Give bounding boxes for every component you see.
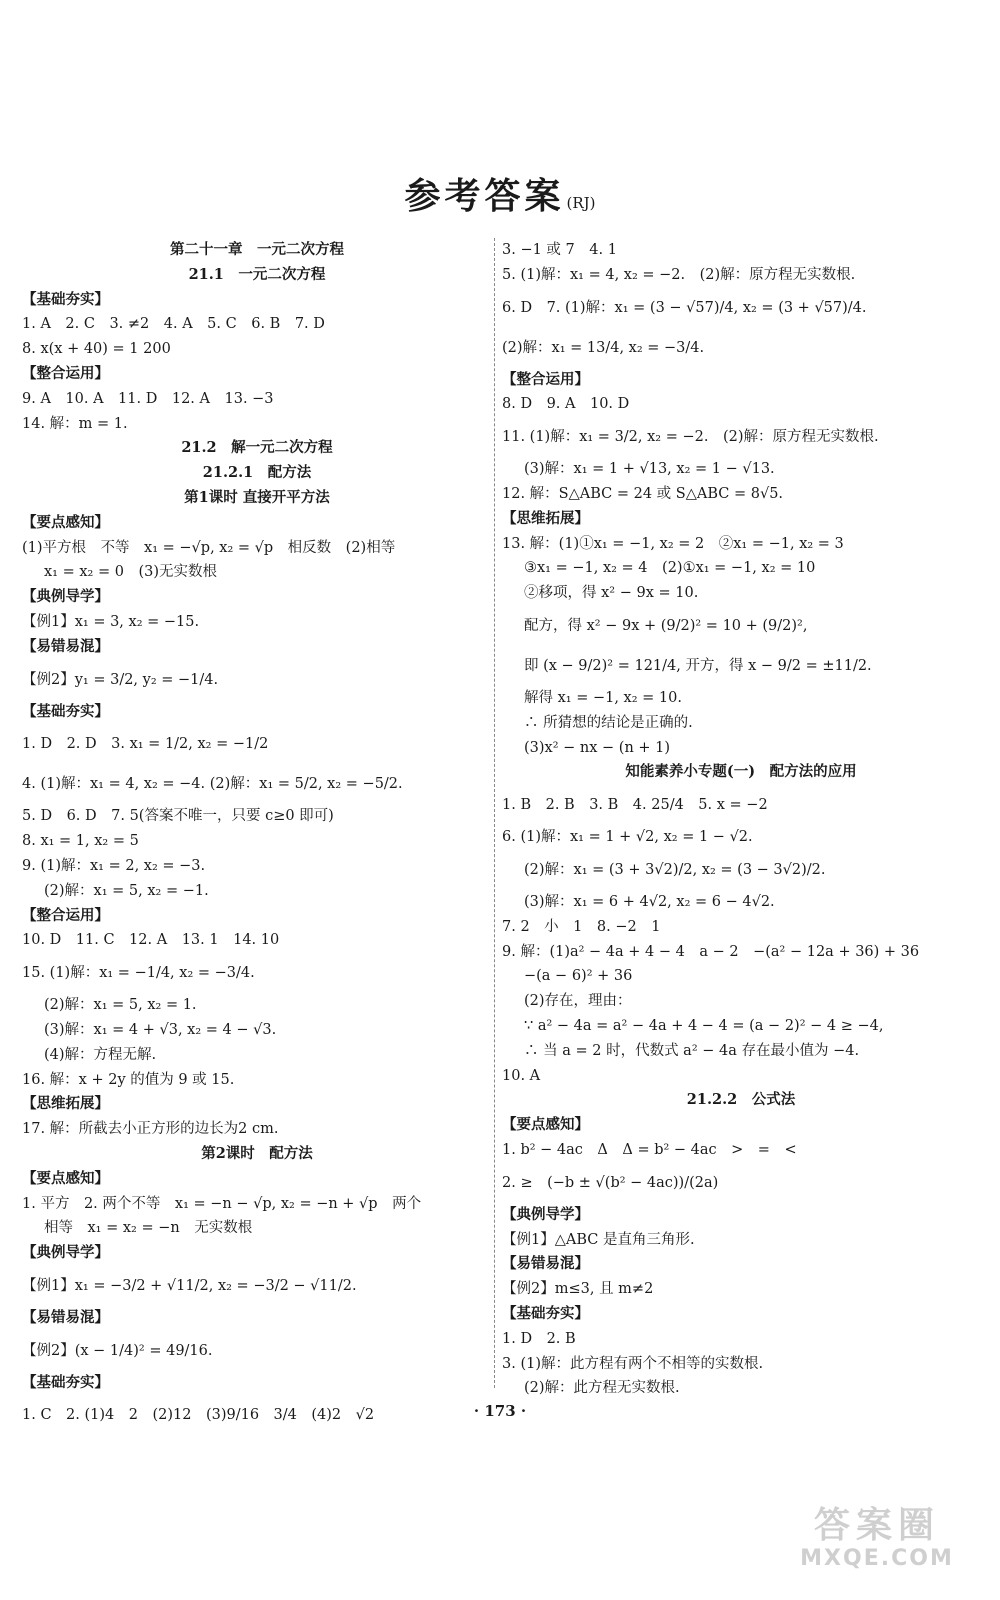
watermark-line1: 答案圈 bbox=[813, 1505, 940, 1546]
answer-line: (2)解：x₁ = 5, x₂ = 1. bbox=[44, 997, 197, 1014]
answer-line: −(a − 6)² + 36 bbox=[524, 968, 633, 985]
answer-line: 16. 解：x + 2y 的值为 9 或 15. bbox=[22, 1071, 235, 1088]
answer-line: 1. D 2. D 3. x₁ = 1/2, x₂ = −1/2 bbox=[22, 736, 269, 753]
answer-line: 【例1】△ABC 是直角三角形. bbox=[502, 1231, 695, 1248]
answer-line: ③x₁ = −1, x₂ = 4 (2)①x₁ = −1, x₂ = 10 bbox=[524, 560, 816, 577]
answer-line: ∴ 当 a = 2 时，代数式 a² − 4a 存在最小值为 −4. bbox=[524, 1042, 860, 1059]
answer-line: (3)x² − nx − (n + 1) bbox=[524, 739, 671, 756]
answer-line: 即 (x − 9/2)² = 121/4, 开方，得 x − 9/2 = ±11/2. bbox=[524, 657, 872, 674]
watermark-logo bbox=[772, 1506, 982, 1576]
answer-line: ∴ 所猜想的结论是正确的. bbox=[524, 714, 693, 731]
answer-line: 【整合运用】 bbox=[502, 370, 589, 388]
answer-line: 【例1】x₁ = −3/2 + √11/2, x₂ = −3/2 − √11/2. bbox=[22, 1277, 357, 1294]
answer-line: 3. (1)解：此方程有两个不相等的实数根. bbox=[502, 1355, 764, 1372]
answer-line: 【基础夯实】 bbox=[22, 1373, 109, 1391]
answer-line: (1)平方根 不等 x₁ = −√p, x₂ = √p 相反数 (2)相等 bbox=[22, 539, 396, 556]
left-column bbox=[22, 238, 492, 1435]
answer-line: (3)解：x₁ = 4 + √3, x₂ = 4 − √3. bbox=[44, 1021, 277, 1038]
answer-line: 第2课时 配方法 bbox=[201, 1144, 313, 1162]
answer-line: 相等 x₁ = x₂ = −n 无实数根 bbox=[44, 1220, 253, 1237]
answer-line: 【思维拓展】 bbox=[502, 509, 589, 527]
answer-line: (2)存在，理由： bbox=[524, 993, 632, 1010]
answer-line: 【要点感知】 bbox=[502, 1116, 589, 1134]
answer-line: 9. 解：(1)a² − 4a + 4 − 4 a − 2 −(a² − 12a + 36) + 36 bbox=[502, 943, 920, 960]
answer-line: 【基础夯实】 bbox=[22, 290, 109, 308]
answer-line: 【典例导学】 bbox=[22, 588, 109, 606]
answer-line: 【基础夯实】 bbox=[22, 702, 109, 720]
right-column bbox=[502, 238, 980, 1401]
answer-line: 1. C 2. (1)4 2 (2)12 (3)9/16 3/4 (4)2 √2 bbox=[22, 1407, 375, 1424]
answer-line: (2)解：x₁ = 5, x₂ = −1. bbox=[44, 882, 209, 899]
answer-line: 3. −1 或 7 4. 1 bbox=[502, 242, 617, 258]
answer-line: 21.2 解一元二次方程 bbox=[181, 439, 333, 457]
answer-line: 【整合运用】 bbox=[22, 364, 109, 382]
answer-line: 【基础夯实】 bbox=[502, 1304, 589, 1322]
page-number: · 173 · bbox=[473, 1402, 527, 1420]
watermark-line2: MXQE.COM bbox=[800, 1546, 954, 1571]
answer-line: 8. x₁ = 1, x₂ = 5 bbox=[22, 833, 139, 850]
title-sub: (RJ) bbox=[566, 194, 596, 212]
page-title bbox=[0, 168, 1000, 219]
answer-line: 10. D 11. C 12. A 13. 1 14. 10 bbox=[22, 932, 280, 949]
answer-line: 【要点感知】 bbox=[22, 513, 109, 531]
answer-line: 21.2.2 公式法 bbox=[686, 1091, 796, 1109]
answer-line: 14. 解：m = 1. bbox=[22, 415, 128, 432]
answer-line: 【易错易混】 bbox=[22, 1308, 109, 1326]
answer-line: 【易错易混】 bbox=[22, 637, 109, 655]
answer-line: 12. 解：S△ABC = 24 或 S△ABC = 8√5. bbox=[502, 485, 784, 502]
answer-line: 9. (1)解：x₁ = 2, x₂ = −3. bbox=[22, 857, 206, 874]
answer-line: 7. 2 小 1 8. −2 1 bbox=[502, 918, 661, 935]
answer-line: (2)解：x₁ = 13/4, x₂ = −3/4. bbox=[502, 339, 705, 356]
answer-line: 1. D 2. B bbox=[502, 1330, 576, 1347]
answer-line: 1. B 2. B 3. B 4. 25/4 5. x = −2 bbox=[502, 797, 768, 814]
answer-line: x₁ = x₂ = 0 (3)无实数根 bbox=[44, 564, 217, 581]
answer-line: 8. x(x + 40) = 1 200 bbox=[22, 341, 171, 358]
answer-line: 6. (1)解：x₁ = 1 + √2, x₂ = 1 − √2. bbox=[502, 829, 753, 846]
answer-line: 15. (1)解：x₁ = −1/4, x₂ = −3/4. bbox=[22, 965, 255, 982]
answer-line: 【整合运用】 bbox=[22, 906, 109, 924]
answer-line: 【典例导学】 bbox=[22, 1244, 109, 1262]
answer-line: (2)解：x₁ = (3 + 3√2)/2, x₂ = (3 − 3√2)/2. bbox=[524, 861, 826, 878]
answer-line: 【例2】y₁ = 3/2, y₂ = −1/4. bbox=[22, 671, 219, 688]
answer-line: 5. D 6. D 7. 5(答案不唯一，只要 c≥0 即可) bbox=[22, 808, 334, 825]
answer-line: 配方，得 x² − 9x + (9/2)² = 10 + (9/2)², bbox=[524, 617, 808, 634]
answer-line: 【例2】(x − 1/4)² = 49/16. bbox=[22, 1342, 213, 1359]
answer-line: 21.2.1 配方法 bbox=[202, 464, 312, 482]
answer-line: 10. A bbox=[502, 1067, 541, 1084]
answer-line: 【例2】m≤3, 且 m≠2 bbox=[502, 1281, 654, 1298]
answer-line: 21.1 一元二次方程 bbox=[188, 265, 326, 283]
answer-line: 【典例导学】 bbox=[502, 1205, 589, 1223]
answer-line: 1. A 2. C 3. ≠2 4. A 5. C 6. B 7. D bbox=[22, 316, 325, 333]
answer-line: (3)解：x₁ = 6 + 4√2, x₂ = 6 − 4√2. bbox=[524, 893, 775, 910]
answer-line: (3)解：x₁ = 1 + √13, x₂ = 1 − √13. bbox=[524, 461, 775, 478]
answer-line: 知能素养小专题(一) 配方法的应用 bbox=[625, 763, 857, 781]
column-divider bbox=[494, 238, 495, 1388]
answer-line: 第二十一章 一元二次方程 bbox=[170, 241, 344, 258]
answer-line: 9. A 10. A 11. D 12. A 13. −3 bbox=[22, 390, 274, 407]
answer-line: (4)解：方程无解. bbox=[44, 1046, 157, 1063]
answer-line: 2. ≥ (−b ± √(b² − 4ac))/(2a) bbox=[502, 1174, 719, 1191]
answer-line: 1. b² − 4ac Δ Δ = b² − 4ac > = < bbox=[502, 1141, 797, 1158]
answer-line: ∵ a² − 4a = a² − 4a + 4 − 4 = (a − 2)² − 4 ≥ −4, bbox=[524, 1017, 884, 1034]
answer-line: 第1课时 直接开平方法 bbox=[184, 488, 330, 506]
answer-line: 8. D 9. A 10. D bbox=[502, 396, 630, 413]
title-main: 参考答案 bbox=[404, 175, 565, 217]
answer-line: 11. (1)解：x₁ = 3/2, x₂ = −2. (2)解：原方程无实数根. bbox=[502, 429, 879, 446]
answer-line: 【易错易混】 bbox=[502, 1255, 589, 1273]
answer-line: 4. (1)解：x₁ = 4, x₂ = −4. (2)解：x₁ = 5/2, x₂ = −5/2. bbox=[22, 776, 403, 793]
answer-line: 【例1】x₁ = 3, x₂ = −15. bbox=[22, 613, 200, 630]
answer-line: 6. D 7. (1)解：x₁ = (3 − √57)/4, x₂ = (3 + √57)/4. bbox=[502, 299, 867, 316]
answer-line: 【思维拓展】 bbox=[22, 1095, 109, 1113]
answer-line: 5. (1)解：x₁ = 4, x₂ = −2. (2)解：原方程无实数根. bbox=[502, 266, 856, 283]
answer-line: ②移项，得 x² − 9x = 10. bbox=[524, 585, 699, 602]
answer-line: (2)解：此方程无实数根. bbox=[524, 1380, 680, 1397]
answer-line: 13. 解：(1)①x₁ = −1, x₂ = 2 ②x₁ = −1, x₂ = 3 bbox=[502, 535, 844, 552]
answer-line: 【要点感知】 bbox=[22, 1169, 109, 1187]
answer-line: 17. 解：所截去小正方形的边长为2 cm. bbox=[22, 1121, 279, 1138]
answer-line: 1. 平方 2. 两个不等 x₁ = −n − √p, x₂ = −n + √p 两个 bbox=[22, 1195, 422, 1212]
answer-line: 解得 x₁ = −1, x₂ = 10. bbox=[524, 689, 682, 706]
